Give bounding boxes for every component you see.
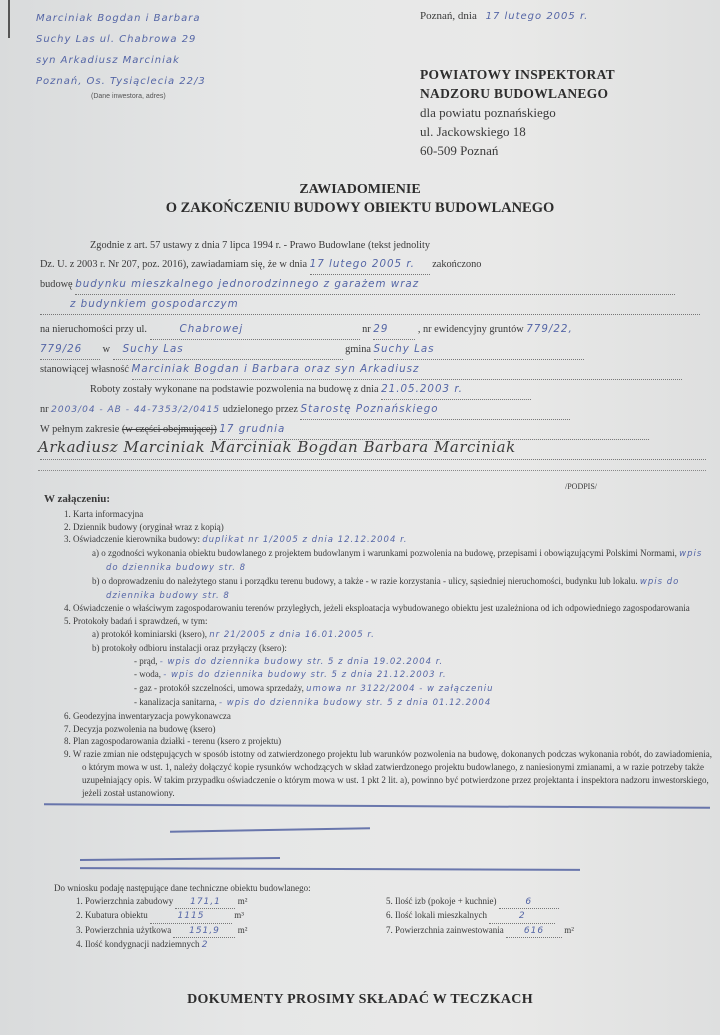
property-label: na nieruchomości przy ul. — [40, 324, 147, 335]
signature-label: /PODPIS/ — [565, 482, 598, 491]
attachment-subitem: a) protokół kominiarski (ksero), nr 21/2005 z dnia 16.01.2005 r. — [92, 628, 375, 640]
attachment-handwritten: umowa nr 3122/2004 - w załączeniu — [306, 684, 494, 695]
parcel-value-1: 779/22, — [526, 323, 573, 335]
pen-strike-mark — [170, 827, 370, 832]
attachment-subitem: a) o zgodności wykonania obiektu budowlanego z projektem budowlanym i warunkami pozwolenia na budowę, przepisami i obowiązującymi Polskimi Normami, wpis do dziennika budowy str. 8 — [92, 548, 703, 573]
title-line-2: O ZAKOŃCZENIU BUDOWY OBIEKTU BUDOWLANEGO — [165, 200, 555, 216]
commune-value: Suchy Las — [374, 340, 584, 360]
technical-row: 7. Powierzchnia zainwestowania 616 m² — [386, 924, 696, 939]
owner-label: stanowiącej własność — [40, 364, 129, 375]
attachment-handwritten: - wpis do dziennika budowy str. 5 z dnia 01.12.2004 — [218, 697, 492, 708]
technical-data — [56, 882, 706, 952]
technical-right-column — [386, 895, 696, 952]
building-description-1: budynku mieszkalnego jednorodzinnego z garażem wraz — [75, 275, 675, 295]
page-edge-mark — [8, 0, 10, 38]
attachment-subsubitem: - prąd, - wpis do dziennika budowy str. 5 z dnia 19.02.2004 r. — [134, 655, 444, 667]
scope-value: 17 grudnia — [219, 420, 649, 440]
attachments-section — [44, 493, 712, 799]
attachment-handwritten: nr 21/2005 z dnia 16.01.2005 r. — [209, 629, 375, 640]
technical-row: 3. Powierzchnia użytkowa 151,9 m² — [76, 924, 386, 939]
number-value: 29 — [373, 320, 415, 340]
permit-number-label: nr — [40, 404, 49, 415]
technical-row: 5. Ilość izb (pokoje + kuchnie) 6 — [386, 895, 696, 910]
scope-struck: (w części obejmującej) — [121, 424, 217, 435]
intro-completed: zakończono — [432, 259, 482, 270]
date-prefix: Poznań, dnia — [420, 10, 477, 22]
date-value: 17 lutego 2005 r. — [485, 11, 589, 22]
applicant-block — [36, 8, 336, 102]
parcel-label: , nr ewidencyjny gruntów — [417, 324, 524, 335]
technical-row: 2. Kubatura obiektu 1115 m³ — [76, 909, 386, 924]
applicant-line: Suchy Las ul. Chabrowa 29 — [36, 34, 197, 45]
attachments-header: W załączeniu: — [44, 493, 111, 505]
attachment-item: 7. Decyzja pozwolenia na budowę (ksero) — [64, 723, 216, 734]
applicant-line: Marciniak Bogdan i Barbara — [36, 13, 201, 24]
attachment-item: 4. Oświadczenie o właściwym zagospodarowaniu terenów przyległych, jeżeli eksploatacja wybudowanego obiektu jest uzależniona od ich odpowiedniego zagospodarowania — [64, 603, 690, 614]
date-line — [420, 10, 588, 22]
construction-label: budowę — [40, 279, 73, 290]
attachment-handwritten: wpis do dziennika budowy str. 8 — [106, 576, 680, 601]
addressee-line: NADZORU BUDOWLANEGO — [420, 86, 609, 101]
permit-number: 2003/04 - AB - 44-7353/2/0415 — [51, 405, 221, 415]
issued-by-label: udzielonego przez — [222, 404, 298, 415]
building-description-2: z budynkiem gospodarczym — [40, 295, 700, 315]
pen-strike-mark — [80, 857, 280, 861]
parcel-value-2: 779/26 — [40, 340, 100, 360]
attachment-subitem: b) protokoły odbioru instalacji oraz przyłączy (ksero): — [92, 642, 287, 653]
permit-date: 21.05.2003 r. — [381, 380, 531, 400]
commune-label: gmina — [345, 344, 371, 355]
notification-body — [40, 236, 706, 315]
footer-note: DOKUMENTY PROSIMY SKŁADAĆ W TECZKACH — [187, 992, 533, 1007]
technical-intro: Do wniosku podaję następujące dane techniczne obiektu budowlanego: — [54, 883, 311, 893]
issued-by-value: Starostę Poznańskiego — [300, 400, 570, 420]
title-line-1: ZAWIADOMIENIE — [299, 182, 421, 197]
completion-date: 17 lutego 2005 r. — [310, 255, 430, 275]
signature-line — [38, 470, 706, 471]
attachment-item-struck: 9. W razie zmian nie odstępujących w sposób istotny od zatwierdzonego projektu lub warunków pozwolenia na budowę, dokonanych podczas wykonania robót, do zawiadomienia, o którym mowa w ust. 1, należy dołączyć kopie rysunków wchodzących w skład zatwierdzonego projektu budowlanego, z naniesionymi zmianami, a w razie potrzeby także uzupełniający opis. W takim przypadku oświadczenie o którym mowa w ust. 1 pkt 2 lit. a), powinno być potwierdzone przez projektanta i inspektora nadzoru inwestorskiego, jeżeli został ustanowiony. — [64, 749, 712, 798]
number-label: nr — [362, 324, 371, 335]
technical-row: 1. Powierzchnia zabudowy 171,1 m² — [76, 895, 386, 910]
addressee-block — [420, 65, 615, 160]
attachment-subsubitem: - gaz - protokół szczelności, umowa sprzedaży, umowa nr 3122/2004 - w załączeniu — [134, 683, 494, 695]
technical-left-column — [76, 895, 386, 952]
scope-label: W pełnym zakresie — [40, 424, 120, 435]
technical-row: 6. Ilość lokali mieszkalnych 2 — [386, 909, 696, 924]
intro-line-1: Zgodnie z art. 57 ustawy z dnia 7 lipca 1994 r. - Prawo Budowlane (tekst jednolity — [90, 240, 431, 251]
attachment-handwritten: duplikat nr 1/2005 z dnia 12.12.2004 r. — [202, 535, 408, 546]
permit-text: Roboty zostały wykonane na podstawie pozwolenia na budowę z dnia — [90, 384, 379, 395]
attachment-item: 1. Karta informacyjna — [64, 508, 144, 519]
attachment-subitem: b) o doprowadzeniu do należytego stanu i porządku terenu budowy, a także - w razie korzystania - ulicy, sąsiedniej nieruchomości, budynku lub lokalu. wpis do dziennika budowy str. 8 — [92, 575, 680, 601]
addressee-line: ul. Jackowskiego 18 — [420, 124, 526, 139]
pen-strike-mark — [80, 867, 580, 871]
attachment-item: 8. Plan zagospodarowania działki - terenu (ksero z projektu) — [64, 736, 282, 747]
addressee-line: dla powiatu poznańskiego — [420, 105, 556, 120]
addressee-line: 60-509 Poznań — [420, 143, 499, 158]
owners-value: Marciniak Bogdan i Barbara oraz syn Arkadiusz — [132, 360, 682, 380]
attachment-subsubitem: - kanalizacja sanitarna, - wpis do dziennika budowy str. 5 z dnia 01.12.2004 — [134, 696, 492, 708]
attachment-handwritten: wpis do dziennika budowy str. 8 — [106, 549, 703, 573]
attachment-item: 6. Geodezyjna inwentaryzacja powykonawcza — [64, 710, 231, 721]
in-label: w — [102, 344, 111, 355]
signatures: Arkadiusz Marciniak Marciniak Bogdan Barbara Marciniak — [38, 438, 516, 456]
pen-strike-mark — [44, 803, 710, 808]
document-title — [0, 180, 720, 218]
locality-value: Suchy Las — [113, 340, 343, 360]
attachment-item: 3. Oświadczenie kierownika budowy: duplikat nr 1/2005 z dnia 12.12.2004 r. — [64, 534, 408, 546]
attachment-handwritten: - wpis do dziennika budowy str. 5 z dnia 21.12.2003 r. — [163, 670, 447, 681]
applicant-caption: (Dane inwestora, adres) — [91, 93, 166, 100]
attachment-subsubitem: - woda, - wpis do dziennika budowy str. 5 z dnia 21.12.2003 r. — [134, 669, 447, 681]
attachment-item: 5. Protokoły badań i sprawdzeń, w tym: — [64, 616, 208, 627]
attachment-handwritten: - wpis do dziennika budowy str. 5 z dnia 19.02.2004 r. — [159, 656, 444, 667]
attachment-item: 2. Dziennik budowy (oryginał wraz z kopią) — [64, 521, 224, 532]
intro-line-2: Dz. U. z 2003 r. Nr 207, poz. 2016), zawiadamiam się, że w dnia — [40, 259, 308, 270]
applicant-line: syn Arkadiusz Marciniak — [36, 55, 180, 66]
street-value: Chabrowej — [150, 320, 360, 340]
applicant-line: Poznań, Os. Tysiąclecia 22/3 — [36, 76, 206, 87]
addressee-line: POWIATOWY INSPEKTORAT — [420, 67, 615, 82]
technical-row: 4. Ilość kondygnacji nadziemnych 2 — [76, 939, 209, 950]
